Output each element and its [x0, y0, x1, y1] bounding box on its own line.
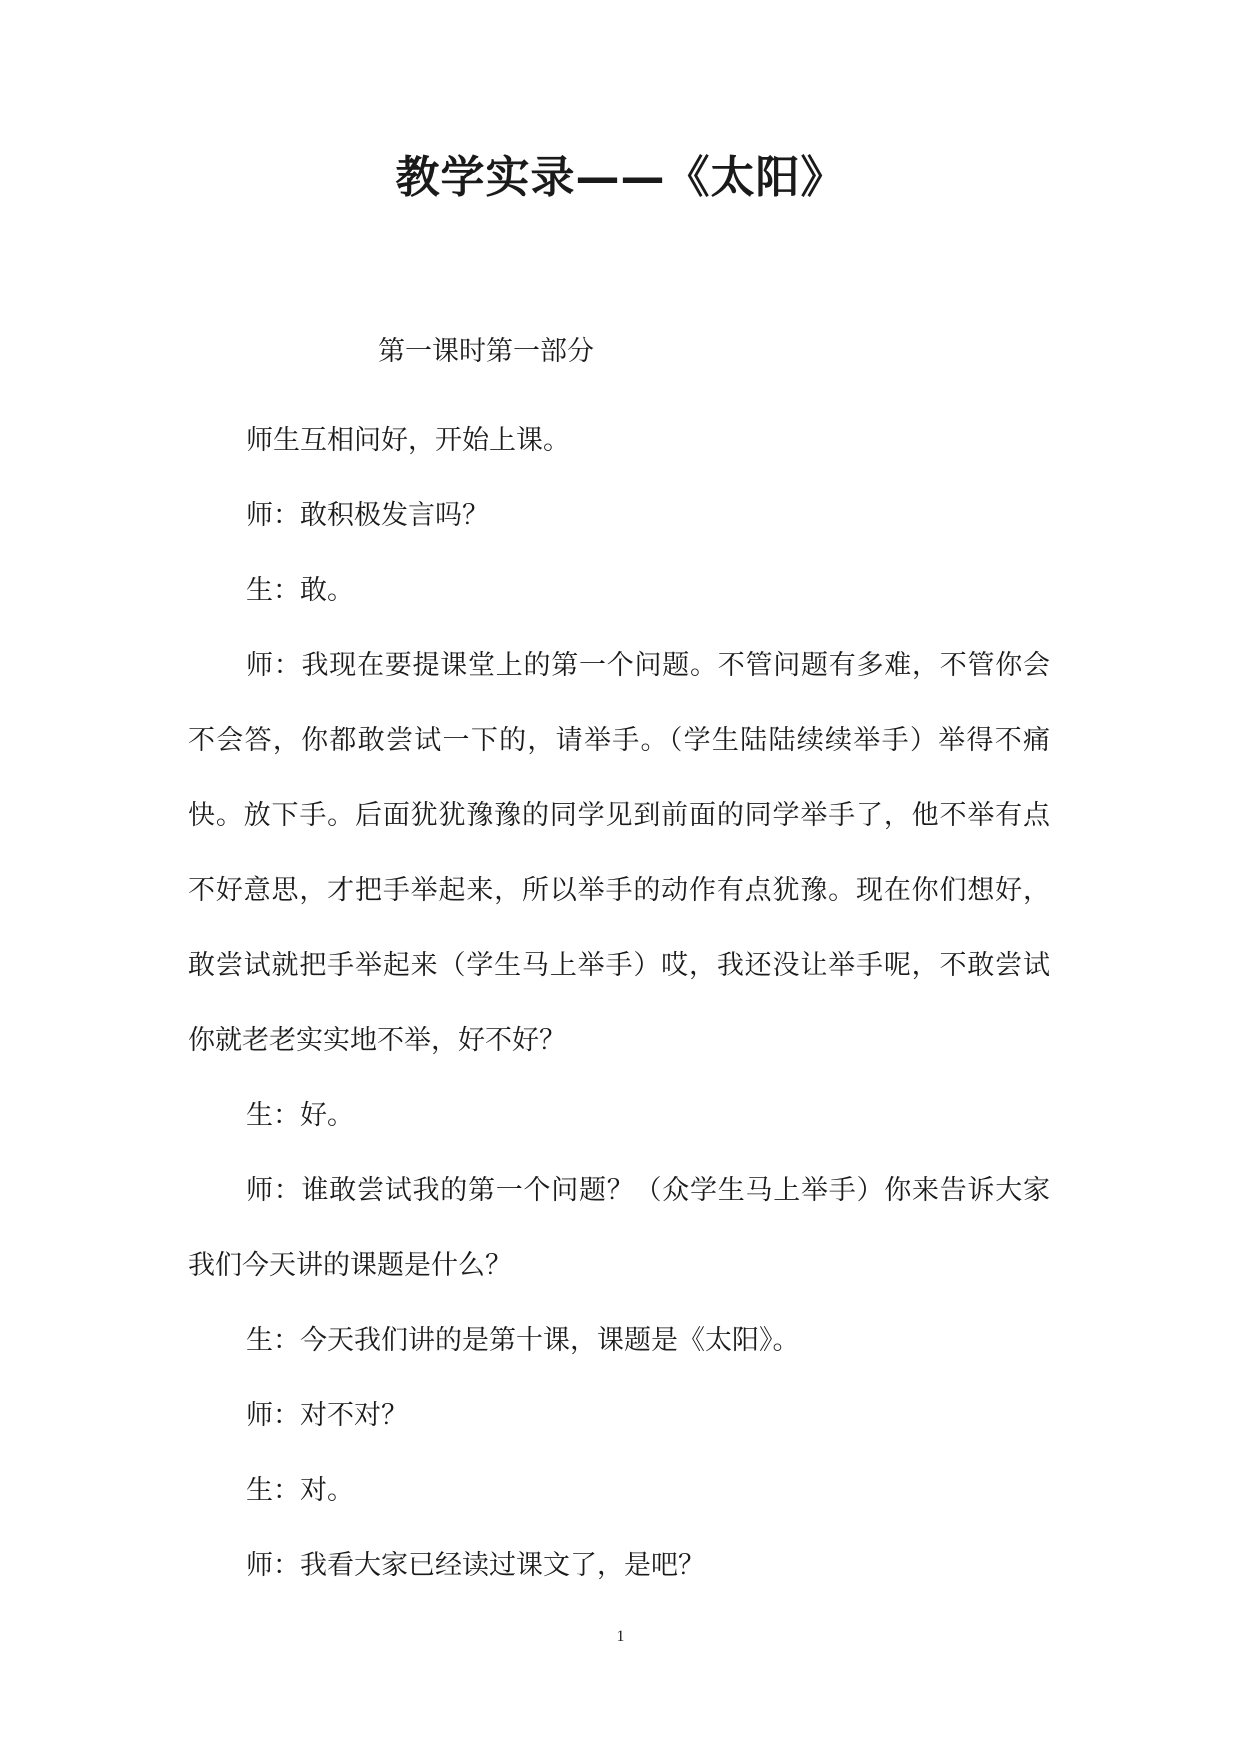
paragraph: 生：对。 [246, 1475, 354, 1506]
paragraph: 师：敢积极发言吗？ [246, 500, 489, 531]
page-number: 1 [616, 1628, 625, 1645]
paragraph: 师：我看大家已经读过课文了，是吧？ [246, 1550, 705, 1581]
paragraph: 生：好。 [246, 1100, 354, 1131]
paragraph: 生：敢。 [246, 575, 354, 606]
paragraph: 师：谁敢尝试我的第一个问题？（众学生马上举手）你来告诉大家我们今天讲的课题是什么？ [188, 1175, 1050, 1281]
document-title: 教学实录——《太阳》 [395, 152, 846, 203]
paragraph: 师生互相问好，开始上课。 [246, 425, 570, 456]
paragraph: 师：对不对？ [246, 1400, 408, 1431]
paragraph: 师：我现在要提课堂上的第一个问题。不管问题有多难，不管你会不会答，你都敢尝试一下的，请举手。（学生陆陆续续举手）举得不痛快。放下手。后面犹犹豫豫的同学见到前面的同学举手了，他不举有点不好意思，才把手举起来，所以举手的动作有点犹豫。现在你们想好，敢尝试就把手举起来（学生马上举手）哎，我还没让举手呢，不敢尝试你就老老实实地不举，好不好？ [188, 650, 1050, 1056]
document-body [188, 403, 1050, 1603]
paragraph: 生：今天我们讲的是第十课，课题是《太阳》。 [246, 1325, 800, 1356]
section-heading: 第一课时第一部分 [378, 336, 594, 367]
